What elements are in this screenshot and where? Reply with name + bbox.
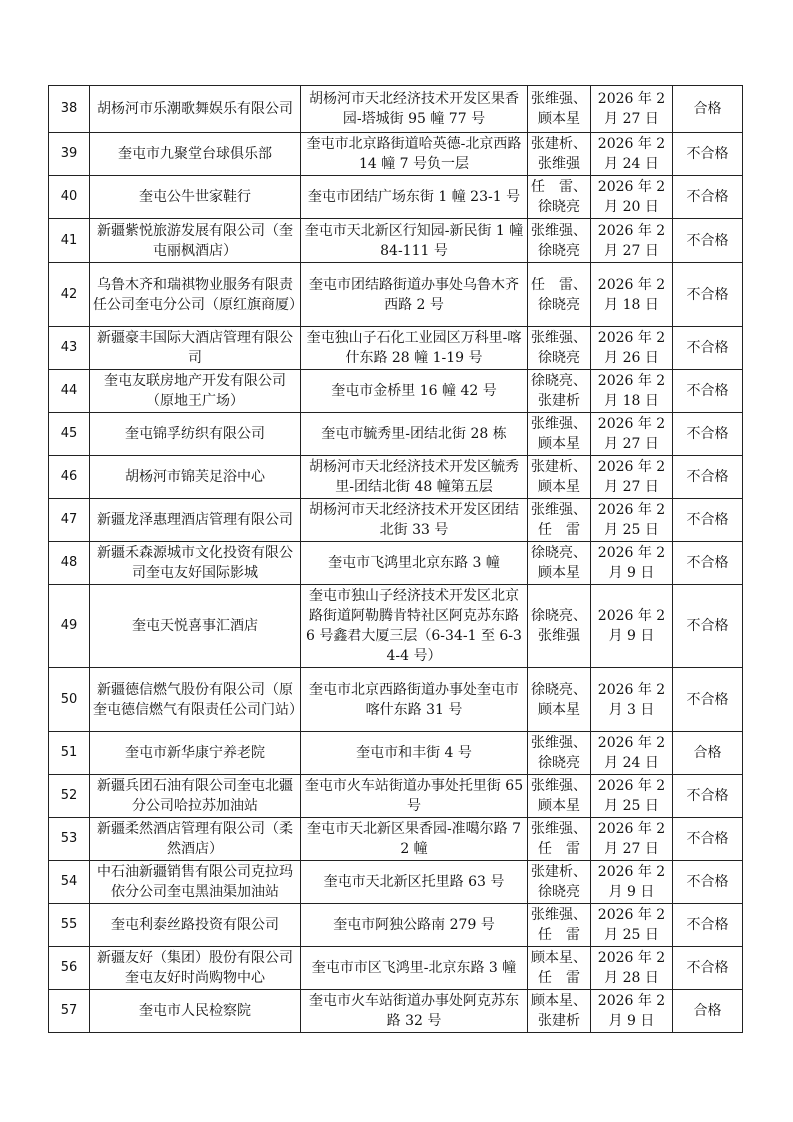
inspection-date-cell: 2026 年 2 月 28 日 <box>591 947 673 990</box>
inspection-result-cell: 合格 <box>673 990 743 1033</box>
table-row <box>49 861 743 904</box>
inspection-result-cell: 不合格 <box>673 818 743 861</box>
inspectors-cell: 张维强、顾本星 <box>528 775 591 818</box>
inspection-date-cell: 2026 年 2 月 25 日 <box>591 499 673 542</box>
table-row <box>49 86 743 133</box>
unit-name-cell: 新疆友好（集团）股份有限公司奎屯友好时尚购物中心 <box>90 947 301 990</box>
unit-address-cell: 奎屯市天北新区果香园-准噶尔路 72 幢 <box>301 818 528 861</box>
table-row <box>49 668 743 732</box>
inspectors-cell: 张维强、顾本星 <box>528 413 591 456</box>
unit-address-cell: 奎屯市天北新区托里路 63 号 <box>301 861 528 904</box>
inspectors-cell: 顾本星、张建析 <box>528 990 591 1033</box>
row-number-cell: 47 <box>49 499 90 542</box>
inspection-result-cell: 不合格 <box>673 904 743 947</box>
table-row <box>49 499 743 542</box>
unit-address-cell: 胡杨河市天北经济技术开发区团结北街 33 号 <box>301 499 528 542</box>
table-row <box>49 133 743 176</box>
row-number-cell: 41 <box>49 219 90 263</box>
unit-name-cell: 新疆龙泽惠理酒店管理有限公司 <box>90 499 301 542</box>
inspection-result-cell: 不合格 <box>673 947 743 990</box>
unit-name-cell: 奎屯市九聚堂台球俱乐部 <box>90 133 301 176</box>
inspectors-cell: 徐晓亮、顾本星 <box>528 542 591 585</box>
unit-address-cell: 奎屯市火车站街道办事处托里街 65 号 <box>301 775 528 818</box>
inspection-date-cell: 2026 年 2 月 9 日 <box>591 861 673 904</box>
row-number-cell: 49 <box>49 585 90 668</box>
inspection-date-cell: 2026 年 2 月 18 日 <box>591 370 673 413</box>
row-number-cell: 44 <box>49 370 90 413</box>
inspectors-cell: 张建析、徐晓亮 <box>528 861 591 904</box>
row-number-cell: 54 <box>49 861 90 904</box>
table-row <box>49 990 743 1033</box>
unit-name-cell: 奎屯市新华康宁养老院 <box>90 732 301 775</box>
unit-name-cell: 新疆柔然酒店管理有限公司（柔然酒店） <box>90 818 301 861</box>
inspection-result-cell: 不合格 <box>673 542 743 585</box>
row-number-cell: 57 <box>49 990 90 1033</box>
unit-address-cell: 奎屯市北京西路街道办事处奎屯市喀什东路 31 号 <box>301 668 528 732</box>
unit-name-cell: 新疆兵团石油有限公司奎屯北疆分公司哈拉苏加油站 <box>90 775 301 818</box>
unit-address-cell: 奎屯市毓秀里-团结北街 28 栋 <box>301 413 528 456</box>
inspectors-cell: 任 雷、徐晓亮 <box>528 176 591 219</box>
table-row <box>49 818 743 861</box>
table-row <box>49 263 743 327</box>
inspection-result-cell: 不合格 <box>673 499 743 542</box>
unit-address-cell: 奎屯市团结广场东街 1 幢 23-1 号 <box>301 176 528 219</box>
unit-address-cell: 奎屯市北京路街道哈英德-北京西路 14 幢 7 号负一层 <box>301 133 528 176</box>
unit-address-cell: 奎屯市天北新区行知园-新民街 1 幢 84-111 号 <box>301 219 528 263</box>
inspectors-cell: 张维强、顾本星 <box>528 86 591 133</box>
row-number-cell: 43 <box>49 327 90 370</box>
unit-name-cell: 奎屯天悦喜事汇酒店 <box>90 585 301 668</box>
row-number-cell: 56 <box>49 947 90 990</box>
inspection-date-cell: 2026 年 2 月 24 日 <box>591 133 673 176</box>
inspection-result-cell: 不合格 <box>673 327 743 370</box>
row-number-cell: 38 <box>49 86 90 133</box>
inspectors-cell: 张维强、任 雷 <box>528 818 591 861</box>
inspection-result-cell: 不合格 <box>673 413 743 456</box>
inspection-date-cell: 2026 年 2 月 9 日 <box>591 990 673 1033</box>
inspection-date-cell: 2026 年 2 月 25 日 <box>591 904 673 947</box>
inspectors-cell: 张维强、任 雷 <box>528 904 591 947</box>
inspection-result-cell: 不合格 <box>673 668 743 732</box>
inspectors-cell: 任 雷、徐晓亮 <box>528 263 591 327</box>
row-number-cell: 48 <box>49 542 90 585</box>
unit-address-cell: 奎屯市阿独公路南 279 号 <box>301 904 528 947</box>
inspection-results-table <box>48 85 743 1033</box>
inspection-date-cell: 2026 年 2 月 9 日 <box>591 585 673 668</box>
inspection-result-cell: 不合格 <box>673 861 743 904</box>
inspection-result-cell: 不合格 <box>673 456 743 499</box>
table-row <box>49 413 743 456</box>
row-number-cell: 42 <box>49 263 90 327</box>
unit-address-cell: 奎屯独山子石化工业园区万科里-喀什东路 28 幢 1-19 号 <box>301 327 528 370</box>
inspectors-cell: 徐晓亮、张维强 <box>528 585 591 668</box>
inspectors-cell: 张维强、徐晓亮 <box>528 327 591 370</box>
unit-name-cell: 新疆禾森源城市文化投资有限公司奎屯友好国际影城 <box>90 542 301 585</box>
table-row <box>49 219 743 263</box>
row-number-cell: 45 <box>49 413 90 456</box>
inspection-date-cell: 2026 年 2 月 27 日 <box>591 818 673 861</box>
unit-name-cell: 奎屯利泰丝路投资有限公司 <box>90 904 301 947</box>
inspectors-cell: 顾本星、任 雷 <box>528 947 591 990</box>
inspectors-cell: 张维强、徐晓亮 <box>528 219 591 263</box>
inspection-result-cell: 不合格 <box>673 585 743 668</box>
inspection-result-cell: 不合格 <box>673 775 743 818</box>
unit-address-cell: 奎屯市和丰街 4 号 <box>301 732 528 775</box>
row-number-cell: 51 <box>49 732 90 775</box>
unit-name-cell: 奎屯市人民检察院 <box>90 990 301 1033</box>
row-number-cell: 40 <box>49 176 90 219</box>
inspection-result-cell: 不合格 <box>673 370 743 413</box>
inspection-date-cell: 2026 年 2 月 27 日 <box>591 86 673 133</box>
table-row <box>49 585 743 668</box>
inspection-result-cell: 不合格 <box>673 219 743 263</box>
unit-address-cell: 奎屯市市区飞鸿里-北京东路 3 幢 <box>301 947 528 990</box>
row-number-cell: 46 <box>49 456 90 499</box>
inspection-result-cell: 不合格 <box>673 133 743 176</box>
table-row <box>49 456 743 499</box>
unit-address-cell: 奎屯市团结路街道办事处乌鲁木齐西路 2 号 <box>301 263 528 327</box>
row-number-cell: 55 <box>49 904 90 947</box>
table-row <box>49 327 743 370</box>
unit-name-cell: 胡杨河市锦芙足浴中心 <box>90 456 301 499</box>
unit-name-cell: 奎屯公牛世家鞋行 <box>90 176 301 219</box>
unit-address-cell: 奎屯市火车站街道办事处阿克苏东路 32 号 <box>301 990 528 1033</box>
inspection-date-cell: 2026 年 2 月 25 日 <box>591 775 673 818</box>
unit-address-cell: 奎屯市飞鸿里北京东路 3 幢 <box>301 542 528 585</box>
unit-name-cell: 奎屯锦孚纺织有限公司 <box>90 413 301 456</box>
unit-address-cell: 胡杨河市天北经济技术开发区果香园-塔城街 95 幢 77 号 <box>301 86 528 133</box>
unit-name-cell: 中石油新疆销售有限公司克拉玛依分公司奎屯黑油渠加油站 <box>90 861 301 904</box>
unit-name-cell: 新疆德信燃气股份有限公司（原奎屯德信燃气有限责任公司门站） <box>90 668 301 732</box>
inspection-date-cell: 2026 年 2 月 18 日 <box>591 263 673 327</box>
table-row <box>49 542 743 585</box>
inspection-date-cell: 2026 年 2 月 9 日 <box>591 542 673 585</box>
inspection-date-cell: 2026 年 2 月 26 日 <box>591 327 673 370</box>
row-number-cell: 53 <box>49 818 90 861</box>
inspection-result-cell: 不合格 <box>673 176 743 219</box>
unit-name-cell: 新疆紫悦旅游发展有限公司（奎屯丽枫酒店） <box>90 219 301 263</box>
table-row <box>49 176 743 219</box>
inspectors-cell: 张建析、顾本星 <box>528 456 591 499</box>
unit-address-cell: 奎屯市独山子经济技术开发区北京路街道阿勒腾肯特社区阿克苏东路 6 号鑫君大厦三层（6-34-1 至 6-34-4 号） <box>301 585 528 668</box>
unit-name-cell: 乌鲁木齐和瑞祺物业服务有限责任公司奎屯分公司（原红旗商厦） <box>90 263 301 327</box>
row-number-cell: 39 <box>49 133 90 176</box>
table-row <box>49 904 743 947</box>
row-number-cell: 52 <box>49 775 90 818</box>
table-row <box>49 370 743 413</box>
inspectors-cell: 徐晓亮、张建析 <box>528 370 591 413</box>
inspection-date-cell: 2026 年 2 月 27 日 <box>591 456 673 499</box>
inspectors-cell: 张建析、张维强 <box>528 133 591 176</box>
inspection-date-cell: 2026 年 2 月 27 日 <box>591 413 673 456</box>
unit-name-cell: 新疆豪丰国际大酒店管理有限公司 <box>90 327 301 370</box>
inspection-date-cell: 2026 年 2 月 27 日 <box>591 219 673 263</box>
inspection-result-cell: 不合格 <box>673 263 743 327</box>
inspection-date-cell: 2026 年 2 月 24 日 <box>591 732 673 775</box>
table-body <box>49 86 743 1033</box>
inspectors-cell: 徐晓亮、顾本星 <box>528 668 591 732</box>
unit-address-cell: 胡杨河市天北经济技术开发区毓秀里-团结北街 48 幢第五层 <box>301 456 528 499</box>
table-row <box>49 947 743 990</box>
table-row <box>49 775 743 818</box>
inspection-result-cell: 合格 <box>673 732 743 775</box>
unit-name-cell: 奎屯友联房地产开发有限公司（原地王广场） <box>90 370 301 413</box>
inspection-date-cell: 2026 年 2 月 20 日 <box>591 176 673 219</box>
inspection-result-cell: 合格 <box>673 86 743 133</box>
inspectors-cell: 张维强、任 雷 <box>528 499 591 542</box>
inspectors-cell: 张维强、徐晓亮 <box>528 732 591 775</box>
unit-name-cell: 胡杨河市乐潮歌舞娱乐有限公司 <box>90 86 301 133</box>
table-row <box>49 732 743 775</box>
inspection-date-cell: 2026 年 2 月 3 日 <box>591 668 673 732</box>
row-number-cell: 50 <box>49 668 90 732</box>
unit-address-cell: 奎屯市金桥里 16 幢 42 号 <box>301 370 528 413</box>
